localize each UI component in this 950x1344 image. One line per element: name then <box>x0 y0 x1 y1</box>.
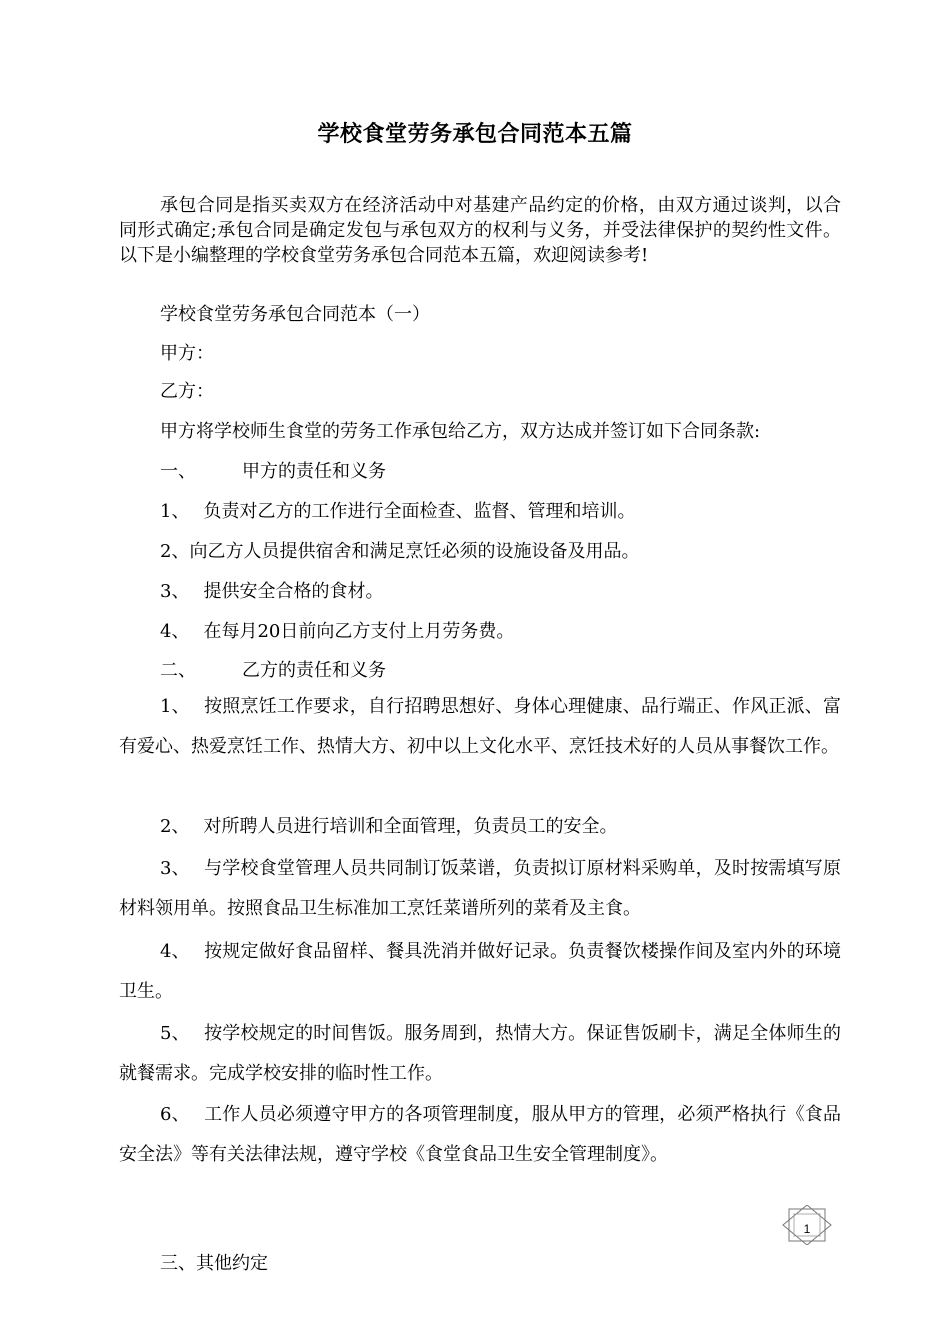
item-number: 5、 <box>160 1023 190 1044</box>
item-number: 4、 <box>160 941 190 962</box>
part1-heading <box>160 459 386 485</box>
part2-item <box>119 849 841 929</box>
part2-item <box>119 807 841 847</box>
part1-title: 甲方的责任和义务 <box>242 461 386 482</box>
section-heading: 学校食堂劳务承包合同范本（一） <box>160 304 430 325</box>
document-title: 学校食堂劳务承包合同范本五篇 <box>317 122 633 147</box>
contract-preamble: 甲方将学校师生食堂的劳务工作承包给乙方，双方达成并签订如下合同条款: <box>160 421 761 442</box>
item-number: 3、 <box>160 858 190 879</box>
item-number: 4、 <box>160 621 190 642</box>
item-number: 3、 <box>160 581 190 602</box>
item-text: 按规定做好食品留样、餐具洗消并做好记录。负责餐饮楼操作间及室内外的环境卫生。 <box>119 941 842 1002</box>
item-text: 与学校食堂管理人员共同制订饭菜谱，负责拟订原材料采购单，及时按需填写原材料领用单。按照食品卫生标准加工烹饪菜谱所列的菜肴及主食。 <box>119 858 842 919</box>
part2-item <box>119 687 841 767</box>
item-text: 按学校规定的时间售饭。服务周到，热情大方。保证售饭刷卡，满足全体师生的就餐需求。完成学校安排的临时性工作。 <box>119 1023 842 1084</box>
item-text: 工作人员必须遵守甲方的各项管理制度，服从甲方的管理，必须严格执行《食品安全法》等有关法律法规，遵守学校《食堂食品卫生安全管理制度》。 <box>119 1104 842 1165</box>
part2-heading <box>160 658 386 684</box>
item-text: 在每月20日前向乙方支付上月劳务费。 <box>203 621 515 642</box>
item-text: 按照烹饪工作要求，自行招聘思想好、身体心理健康、品行端正、作风正派、富有爱心、热爱烹饪工作、热情大方、初中以上文化水平、烹饪技术好的人员从事餐饮工作。 <box>119 696 842 757</box>
item-number: 1、 <box>160 696 190 717</box>
part2-item <box>119 932 841 1012</box>
part2-number: 二、 <box>160 660 196 681</box>
part1-item <box>160 539 639 565</box>
item-text: 向乙方人员提供宿舍和满足烹饪必须的设施设备及用品。 <box>189 541 640 562</box>
part3-heading: 三、其他约定 <box>160 1253 268 1274</box>
intro-paragraph: 承包合同是指买卖双方在经济活动中对基建产品约定的价格，由双方通过谈判，以合同形式确定;承包合同是确定发包与承包双方的权利与义务，并受法律保护的契约性文件。以下是小编整理的学校食堂劳务承包合同范本五篇，欢迎阅读参考! <box>119 195 841 266</box>
part1-item <box>160 619 514 645</box>
part2-item <box>119 1014 841 1094</box>
party-b-label: 乙方： <box>160 381 214 402</box>
part1-item <box>160 499 635 525</box>
item-text: 对所聘人员进行培训和全面管理，负责员工的安全。 <box>203 816 618 837</box>
party-a-label: 甲方： <box>160 343 214 364</box>
item-text: 负责对乙方的工作进行全面检查、监督、管理和培训。 <box>203 501 636 522</box>
part1-item <box>160 579 383 605</box>
item-number: 2、 <box>160 816 190 837</box>
part1-number: 一、 <box>160 461 196 482</box>
item-number: 6、 <box>160 1104 190 1125</box>
part2-item <box>119 1095 841 1175</box>
item-number: 1、 <box>160 501 190 522</box>
item-text: 提供安全合格的食材。 <box>203 581 384 602</box>
page-number: 1 <box>803 1222 811 1236</box>
part2-title: 乙方的责任和义务 <box>242 660 386 681</box>
item-number: 2、 <box>160 541 190 562</box>
